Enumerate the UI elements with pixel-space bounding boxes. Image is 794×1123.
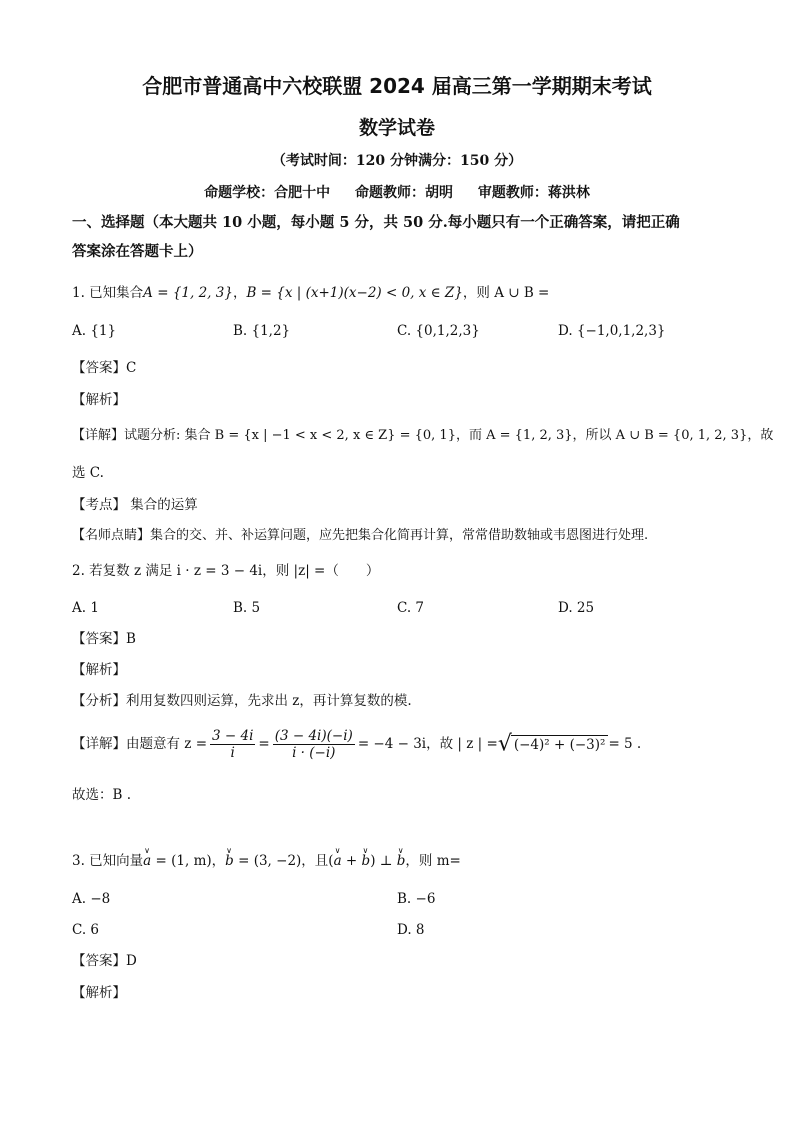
question-1-stem: 1. 已知集合A = {1, 2, 3}，B = {x | (x+1)(x−2) < 0, x ∈ Z}，则 A ∪ B = bbox=[72, 285, 550, 301]
q1-option-b: B. {1,2} bbox=[233, 323, 291, 339]
sqrt-icon: √ bbox=[497, 731, 512, 757]
q1-kaodian: 【考点】 集合的运算 bbox=[72, 497, 198, 513]
vector-b: ∨ b bbox=[397, 852, 406, 870]
q1-answer: 【答案】C bbox=[72, 360, 137, 376]
q3-answer: 【答案】D bbox=[72, 953, 137, 969]
q1-option-a: A. {1} bbox=[72, 323, 117, 339]
q3-option-d: D. 8 bbox=[397, 922, 425, 938]
fraction-2: $\frac{(3 - 4i)(-i)}{i \cdot (-i)}$ bbox=[274, 728, 353, 761]
q2-option-b: B. 5 bbox=[233, 600, 261, 616]
q2-option-a: A. 1 bbox=[72, 600, 99, 616]
q3-option-b: B. −6 bbox=[397, 891, 436, 907]
fraction-1: $\frac{3 - 4i}{i}$ bbox=[212, 728, 254, 761]
q1-option-d: D. {−1,0,1,2,3} bbox=[558, 323, 666, 339]
section-heading-cont: 答案涂在答题卡上） bbox=[72, 243, 203, 260]
vector-a: ∨ a bbox=[334, 852, 342, 870]
vector-a: ∨ a bbox=[143, 852, 151, 870]
q1-analysis-label: 【解析】 bbox=[72, 392, 126, 408]
vector-b: ∨ b bbox=[225, 852, 234, 870]
q2-detail: 【详解】由题意有 z = $\frac{3 - 4i}{i}$ = $\frac{(3 - 4i)(-i)}{i \cdot (-i)}$ = −4 − 3i，故 | z | =√ (−4)² + (−3)² = 5 . bbox=[72, 728, 642, 761]
q2-option-d: D. 25 bbox=[558, 600, 595, 616]
author: 命题教师：胡明 bbox=[355, 185, 453, 201]
q2-answer: 【答案】B bbox=[72, 631, 136, 647]
set-a: A = {1, 2, 3} bbox=[143, 285, 233, 301]
section-heading: 一、选择题（本大题共 10 小题，每小题 5 分，共 50 分.每小题只有一个正确答案，请把正确 bbox=[72, 214, 680, 231]
q1-detail: 【详解】试题分析: 集合 B = {x | −1 < x < 2, x ∈ Z} = {0, 1}，而 A = {1, 2, 3}，所以 A ∪ B = {0, 1, 2, 3}，故 bbox=[72, 428, 774, 443]
school: 命题学校：合肥十中 bbox=[204, 185, 331, 201]
authors-line bbox=[0, 182, 794, 202]
question-2-stem: 2. 若复数 z 满足 i · z = 3 − 4i，则 |z| =（ ） bbox=[72, 563, 380, 579]
sqrt-body: (−4)² + (−3)² bbox=[511, 735, 609, 754]
set-b: B = {x | (x+1)(x−2) < 0, x ∈ Z} bbox=[246, 285, 463, 301]
page-title: 合肥市普通高中六校联盟 2024 届高三第一学期期末考试 bbox=[142, 74, 652, 98]
question-3-stem: 3. 已知向量∨ a = (1, m)，∨ b = (3, −2)，且(∨ a + ∨ b) ⊥ ∨ b，则 m= bbox=[72, 852, 461, 870]
page-subtitle: 数学试卷 bbox=[358, 117, 435, 139]
vector-b: ∨ b bbox=[362, 852, 371, 870]
q3-analysis-label: 【解析】 bbox=[72, 985, 126, 1001]
q2-analysis-label: 【解析】 bbox=[72, 662, 126, 678]
q2-conclusion: 故选：B . bbox=[72, 787, 132, 803]
q3-option-c: C. 6 bbox=[72, 922, 100, 938]
q2-option-c: C. 7 bbox=[397, 600, 425, 616]
q1-option-c: C. {0,1,2,3} bbox=[397, 323, 480, 339]
reviewer: 审题教师：蒋洪林 bbox=[477, 185, 590, 201]
q2-fenxi: 【分析】利用复数四则运算，先求出 z，再计算复数的模. bbox=[72, 693, 412, 709]
q1-detail-cont: 选 C. bbox=[72, 465, 104, 481]
exam-info: （考试时间：120 分钟满分：150 分） bbox=[271, 153, 523, 169]
q3-option-a: A. −8 bbox=[72, 891, 111, 907]
q1-tips: 【名师点睛】集合的交、并、补运算问题，应先把集合化简再计算，常常借助数轴或韦恩图进行处理. bbox=[72, 528, 649, 543]
